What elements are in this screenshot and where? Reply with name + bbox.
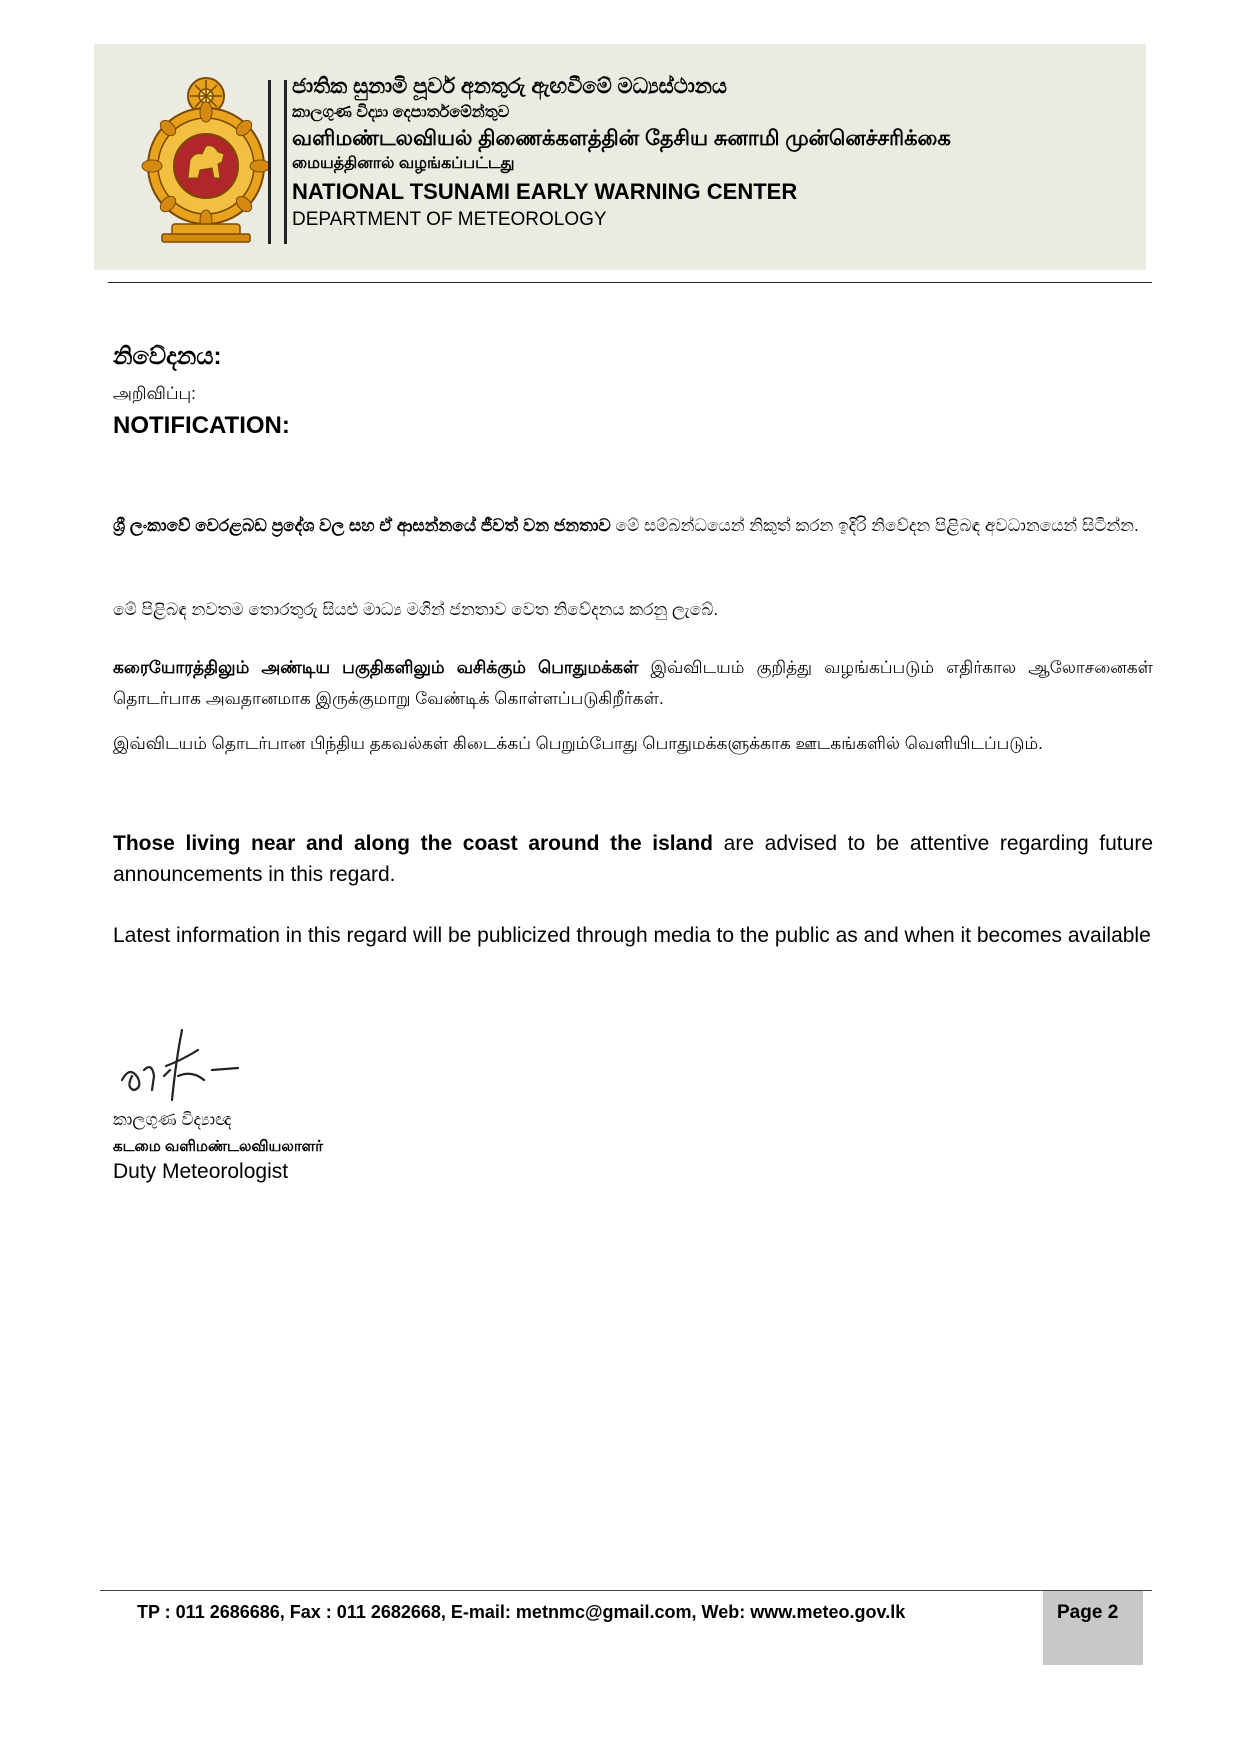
- notification-heading-english: NOTIFICATION:: [113, 412, 290, 439]
- paragraph-tamil-1-rest: இவ்விடயம் குறித்து வழங்கப்படும் எதிர்கால ஆலோசனைகள் தொடர்பாக அவதானமாக இருக்குமாறு வேண்டிக் கொள்ளப்படுகிறீர்கள்.: [113, 658, 1153, 708]
- paragraph-english-1-rest: are advised to be attentive regarding future announcements in this regard.: [113, 832, 1153, 886]
- center-name-english: NATIONAL TSUNAMI EARLY WARNING CENTER: [292, 178, 798, 204]
- header-rule: [108, 282, 1152, 283]
- header-divider: [268, 80, 271, 244]
- center-name-tamil-line2: மையத்தினால் வழங்கப்பட்டது: [292, 154, 515, 172]
- paragraph-sinhala-1-bold: ශ්‍රී ලංකාවේ වෙරළබඩ ප්‍රදේශ වල සහ ඒ ආසන්නයේ ජීවත් වන ජනතාව: [113, 516, 611, 535]
- sri-lanka-emblem-icon: [132, 74, 280, 244]
- footer-contact: TP : 011 2686686, Fax : 011 2682668, E-mail: metnmc@gmail.com, Web: www.meteo.gov.lk: [137, 1602, 906, 1622]
- signature-image: [112, 1010, 272, 1120]
- paragraph-english-1-bold: Those living near and along the coast around the island: [113, 832, 713, 855]
- signoff-tamil: கடமை வளிமண்டலவியலாளர்: [113, 1138, 324, 1155]
- paragraph-sinhala-2: මේ පිළිබඳ නවතම තොරතුරු සියළු මාධ්‍ය මගින් ජනතාව වෙත නිවේදනය කරනු ලැබේ.: [113, 600, 719, 619]
- header-divider: [284, 80, 287, 244]
- signoff-sinhala: කාලගුණ විද්‍යාඥ: [113, 1110, 232, 1129]
- center-name-sinhala: ජාතික සුනාමි පූර්ව අනතුරු ඇඟවීමේ මධ්‍යස්ථානය: [292, 75, 728, 98]
- paragraph-english-2: Latest information in this regard will be publicized through media to the public as and when it becomes available: [113, 924, 1151, 947]
- paragraph-sinhala-1-rest: මේ සම්බන්ධයෙන් නිකුත් කරන ඉදිරි නිවේදන පිළිබඳ අවධානයෙන් සිටින්න.: [610, 516, 1139, 535]
- signoff-english: Duty Meteorologist: [113, 1160, 289, 1183]
- department-name-english: DEPARTMENT OF METEOROLOGY: [292, 209, 607, 231]
- footer-rule: [100, 1590, 1152, 1591]
- letterhead: [94, 44, 1146, 270]
- paragraph-sinhala-1: [113, 510, 1153, 541]
- notification-heading-tamil: அறிவிப்பு:: [113, 384, 196, 403]
- page-number-box: [1043, 1591, 1143, 1665]
- paragraph-english-1: [113, 828, 1153, 890]
- letterhead-text: [292, 74, 1132, 232]
- paragraph-tamil-1: [113, 652, 1153, 714]
- paragraph-tamil-1-bold: கரையோரத்திலும் அண்டிய பகுதிகளிலும் வசிக்கும் பொதுமக்கள்: [113, 658, 639, 677]
- paragraph-tamil-2: இவ்விடயம் தொடர்பான பிந்திய தகவல்கள் கிடைக்கப் பெறும்போது பொதுமக்களுக்காக ஊடகங்களில் வெளியிடப்படும்.: [113, 734, 1043, 753]
- notification-heading-sinhala: නිවේදනය:: [113, 343, 222, 370]
- page-number: Page 2: [1057, 1602, 1119, 1623]
- department-name-sinhala: කාලගුණ විද්‍යා දෙපාර්තමේන්තුව: [292, 104, 510, 122]
- center-name-tamil-line1: வளிமண்டலவியல் திணைக்களத்தின் தேசிய சுனாமி முன்னெச்சரிக்கை: [292, 127, 951, 151]
